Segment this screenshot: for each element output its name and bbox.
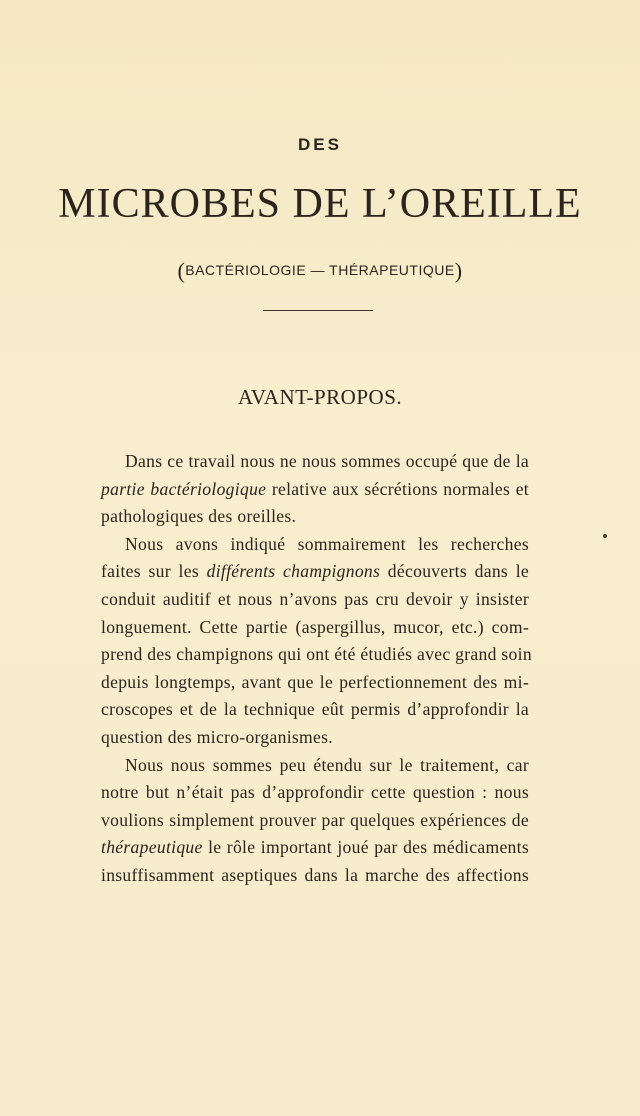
subtitle xyxy=(0,258,640,284)
text-line xyxy=(101,862,529,890)
title-divider xyxy=(263,310,373,311)
subtitle-open-paren: ( xyxy=(177,258,186,283)
margin-mark xyxy=(603,534,607,538)
text-line xyxy=(101,641,532,669)
italic-text: différents champignons xyxy=(206,561,381,582)
section-title: AVANT-PROPOS. xyxy=(237,385,403,409)
body-text xyxy=(101,448,532,890)
text-segment: question des micro-organismes. xyxy=(101,726,333,747)
text-segment: prend des champignons qui ont été étudiés avec grand soin xyxy=(101,644,532,665)
text-segment: insuffisamment aseptiques dans la marche des affections xyxy=(101,864,529,885)
text-segment: le rôle important joué par des médicaments xyxy=(202,837,529,858)
text-line xyxy=(101,696,529,724)
text-line xyxy=(101,614,529,642)
text-line xyxy=(101,779,529,807)
text-line xyxy=(101,476,529,504)
text-segment: relative aux sécrétions normales et xyxy=(266,478,529,499)
text-segment: longuement. Cette partie (aspergillus, mucor, etc.) com- xyxy=(101,616,529,637)
text-line xyxy=(101,503,529,531)
text-line xyxy=(101,834,529,862)
text-line xyxy=(101,448,529,476)
text-segment: Dans ce travail nous ne nous sommes occupé que de la xyxy=(125,451,529,471)
text-segment: notre but n’était pas d’approfondir cette question : nous xyxy=(101,782,529,803)
text-line xyxy=(101,669,529,697)
text-segment: Nous nous sommes peu étendu sur le traitement, car xyxy=(125,754,529,775)
text-segment: Nous avons indiqué sommairement les recherches xyxy=(125,533,529,554)
subtitle-text: BACTÉRIOLOGIE — THÉRAPEUTIQUE xyxy=(185,262,455,278)
text-segment: conduit auditif et nous n’avons pas cru devoir y insister xyxy=(101,588,529,609)
text-segment: croscopes et de la technique eût permis d’approfondir la xyxy=(101,699,529,720)
book-title: MICROBES DE L’OREILLE xyxy=(58,181,582,227)
text-segment: pathologiques des oreilles. xyxy=(101,506,297,527)
text-line xyxy=(101,752,529,780)
text-line xyxy=(101,586,529,614)
pre-title: DES xyxy=(298,135,342,154)
text-line xyxy=(101,531,529,559)
italic-text: partie bactériologique xyxy=(101,478,267,499)
italic-text: thérapeutique xyxy=(101,837,203,858)
text-segment: voulions simplement prouver par quelques expériences de xyxy=(101,809,529,830)
subtitle-close-paren: ) xyxy=(454,258,463,283)
text-line xyxy=(101,558,529,586)
text-segment: découverts dans le xyxy=(380,561,529,582)
text-line xyxy=(101,807,529,835)
text-segment: depuis longtemps, avant que le perfectionnement des mi- xyxy=(101,671,529,692)
text-segment: faites sur les xyxy=(101,561,207,582)
text-line xyxy=(101,724,529,752)
